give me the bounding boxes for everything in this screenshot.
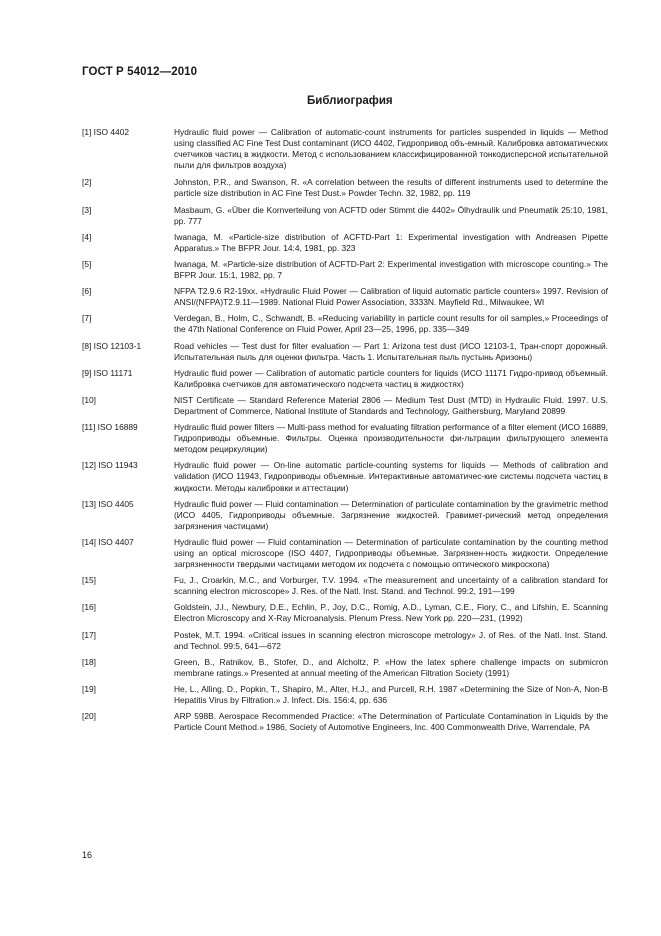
reference-number: [9] ISO 11171 — [82, 367, 133, 378]
reference-number: [15] — [82, 575, 96, 586]
reference-item — [82, 422, 608, 455]
reference-text: Masbaum, G. «Über die Kornverteilung von ACFTD oder Stimmt die 4402» Ölhydraulik und Pneumatik 25:10, 1981, pp. 777 — [174, 204, 608, 226]
reference-item — [82, 368, 608, 390]
reference-number: [16] — [82, 602, 96, 613]
reference-item — [82, 537, 608, 570]
reference-text: Hydraulic fluid power filters — Multi-pass method for evaluating filtration performance of a filter element (ИСО 16889, Гидроприводы объемные. Фильтры. Оценка производительности фи-льтрации фильтрующего элемента методом рециркуляции) — [174, 422, 608, 455]
bibliography-list — [82, 127, 608, 733]
reference-text: Fu, J., Croarkin, M.C., and Vorburger, T.V. 1994. «The measurement and uncertainty of a calibration standard for scanning electron microscope» J. Res. of the Natl. Inst. Stand. and Technol. 99:2, 191—199 — [174, 575, 608, 597]
reference-number: [3] — [82, 204, 92, 215]
reference-number: [11] ISO 16889 — [82, 422, 138, 433]
reference-item — [82, 259, 608, 281]
reference-item — [82, 711, 608, 733]
reference-item — [82, 341, 608, 363]
reference-text: ARP 598B. Aerospace Recommended Practice: «The Determination of Particulate Contamination in Liquids by the Particle Count Method.» 1986, Society of Automotive Engineers, Inc. 400 Commonwealth Drive, Warrendale, PA — [174, 711, 608, 733]
reference-number: [14] ISO 4407 — [82, 536, 134, 547]
reference-item — [82, 286, 608, 308]
reference-item — [82, 684, 608, 706]
reference-item — [82, 127, 608, 171]
bibliography-title: Библиография — [307, 95, 393, 107]
reference-item — [82, 460, 608, 493]
reference-text: Postek, M.T. 1994. «Critical issues in scanning electron microscope metrology» J. of Res. of the Natl. Inst. Stand. and Technol. 99:5, 641—672 — [174, 629, 608, 651]
reference-text: NIST Certificate — Standard Reference Material 2806 — Medium Test Dust (MTD) in Hydraulic Fluid. 1997. U.S. Department of Commerce, National Institute of Standards and Technology, Gaithersburg, Maryland 20899 — [174, 394, 608, 416]
reference-text: Iwanaga, M. «Particle-size distribution of ACFTD-Part 2: Experimental investigation with microscope counting.» The BFPR Jour. 15:1, 1982, pp. 7 — [174, 258, 608, 281]
reference-item — [82, 395, 608, 417]
reference-text: Goldstein, J.I., Newbury, D.E., Echlin, P., Joy, D.C., Romig, A.D., Lyman, C.E., Fiory, C., and Lifshin, E. Scanning Electron Microscopy and X-Ray Microanalysis. Plenum Press. New York pp. 220—231, (1992) — [174, 602, 608, 624]
reference-number: [6] — [82, 286, 92, 297]
reference-number: [12] ISO 11943 — [82, 460, 138, 471]
page-number: 16 — [82, 850, 93, 860]
reference-number: [8] ISO 12103-1 — [82, 340, 142, 351]
reference-text: NFPA T2.9.6 R2-19xx. «Hydraulic Fluid Power — Calibration of liquid automatic particle counters» 1997. Revision of ANSI/(NFPA)T2.9.11—1989. National Fluid Power Association, 3333N. Mayfield Rd., Milwaukee, WI — [174, 286, 608, 308]
reference-number: [4] — [82, 231, 92, 242]
reference-text: Hydraulic fluid power — Calibration of automatic particle counters for liquids (ИСО 11171 Гидро-привод объемный. Калибровка счетчиков для автоматического подсчета частиц в жидкостях) — [174, 367, 608, 389]
reference-number: [17] — [82, 629, 96, 640]
reference-item — [82, 205, 608, 227]
reference-item — [82, 602, 608, 624]
reference-text: Johnston, P.R., and Swanson, R. «A correlation between the results of different instruments used to determine the particle size distribution in AC Fine Test Dust.» Powder Techn. 32, 1982, pp. 119 — [174, 177, 608, 199]
reference-number: [5] — [82, 258, 92, 269]
reference-item — [82, 630, 608, 652]
reference-text: Green, B., Ratnikov, B., Stofer, D., and Alcholtz, P. «How the latex sphere challenge impacts on submicron membrane ratings.» Presented at annual meeting of the American Filtration Society (1991) — [174, 656, 608, 678]
reference-number: [20] — [82, 711, 96, 722]
reference-text: Road vehicles — Test dust for filter evaluation — Part 1: Arizona test dust (ИСО 12103-1, Тран-спорт дорожный. Испытательная пыль для оценки фильтра. Часть 1. Испытательная пыль пустынь Аризоны) — [174, 340, 608, 362]
reference-number: [19] — [82, 683, 96, 694]
reference-item — [82, 232, 608, 254]
reference-text: Hydraulic fluid power — Fluid contamination — Determination of particulate contamination by the counting method using an optical microscope (ISO 4407, Гидроприводы объемные. Загрязнен-ность жидкости. Определение загрязненности твердыми частицами методом их подсчета с помощью оптического микроскопа) — [174, 536, 608, 570]
reference-number: [1] ISO 4402 — [82, 127, 130, 137]
reference-text: Iwanaga, M. «Particle-size distribution of ACFTD-Part 1: Experimental investigation with Andreasen Pipette Apparatus.» The BFPR Jour. 14:4, 1981, pp. 323 — [174, 231, 608, 253]
document-id: ГОСТ Р 54012—2010 — [82, 66, 198, 78]
reference-text: Hydraulic fluid power — Calibration of automatic-count instruments for particles suspended in liquids — Method using classified AC Fine Test Dust contaminant (ИСО 4402, Гидропривод объ-емный. Калибровка автоматических счетчиков частиц в жидкости. Метод с использованием классифицированной тонкодисперсной испытательной пыли для фильтров воздуха) — [174, 127, 608, 171]
reference-item — [82, 177, 608, 199]
reference-item — [82, 575, 608, 597]
reference-text: Verdegan, B., Holm, C., Schwandt, B. «Reducing variability in particle count results for oil samples,» Proceedings of the 47th National Conference on Fluid Power, April 23—25, 1996, pp. 335—349 — [174, 313, 608, 335]
reference-item — [82, 313, 608, 335]
reference-item — [82, 499, 608, 532]
reference-number: [18] — [82, 656, 96, 667]
reference-text: He, L., Alling, D., Popkin, T., Shapiro, M., Alter, H.J., and Purcell, R.H. 1987 «Determining the Size of Non-A, Non-B Hepatitis Virus by Filtration.» J. Infect. Dis. 156:4, pp. 636 — [174, 683, 608, 706]
reference-item — [82, 657, 608, 679]
reference-number: [13] ISO 4405 — [82, 498, 134, 509]
reference-text: Hydraulic fluid power — On-line automatic particle-counting systems for liquids — Methods of calibration and validation (ИСО 11943, Гидроприводы объемные. Интерактивные автоматичес-кие системы подсчета частиц в жидкости. Методы калибровки и аттестации) — [174, 460, 608, 493]
reference-text: Hydraulic fluid power — Fluid contamination — Determination of particulate contamination by the gravimetric method (ИСО 4405, Гидроприводы объемные. Загрязнение жидкостей. Гравимет-рический метод определения загрязнения частицами) — [174, 498, 608, 531]
reference-number: [7] — [82, 313, 92, 324]
reference-number: [2] — [82, 177, 92, 188]
reference-number: [10] — [82, 394, 96, 405]
